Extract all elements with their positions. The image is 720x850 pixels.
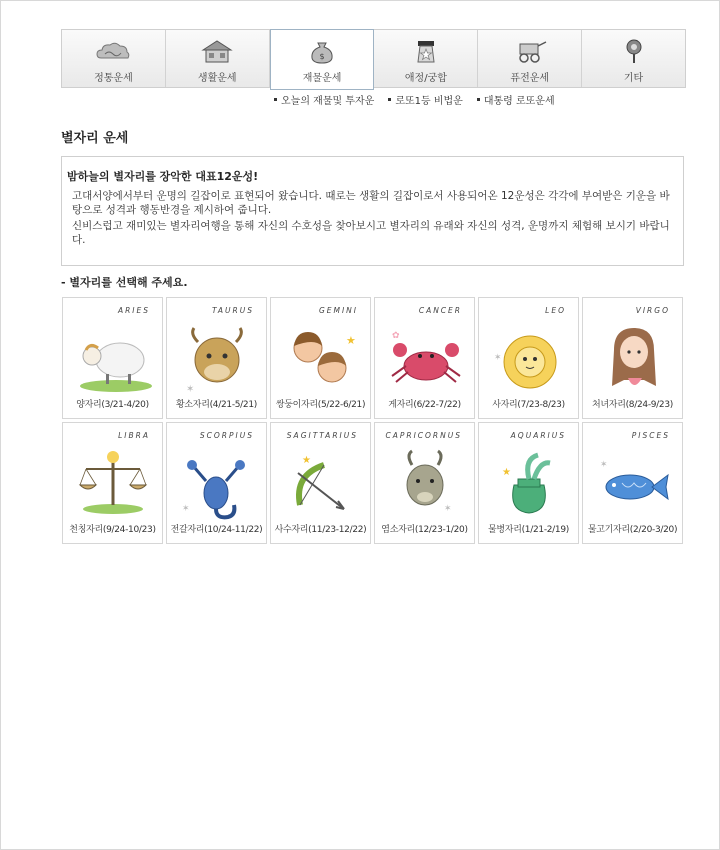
zodiac-card-capricornus[interactable] — [374, 422, 475, 544]
libra-scales-icon — [72, 445, 154, 523]
tab-fusion[interactable] — [478, 30, 582, 87]
fortune-tab-menu — [61, 29, 686, 88]
sign-english-name: ARIES — [117, 306, 150, 315]
zodiac-card-aries[interactable] — [62, 297, 163, 419]
sign-korean-name: 사자리(7/23-8/23) — [492, 400, 565, 410]
sign-english-name: PISCES — [631, 431, 670, 440]
svg-text:★: ★ — [302, 455, 311, 466]
intro-paragraph: 고대서양에서부터 운명의 길잡이로 표현되어 왔습니다. 때로는 생활의 길잡이로서 사용되어온 12운성은 각각에 부여받은 기운을 바탕으로 성격과 행동반경을 제시하여 줍니다. — [72, 190, 670, 216]
tab-label: 기타 — [623, 73, 644, 84]
house-icon — [197, 38, 237, 64]
submenu-item-lotto-secret[interactable] — [388, 92, 463, 107]
sign-english-name: CAPRICORNUS — [385, 431, 462, 440]
sign-korean-name: 천칭자리(9/24-10/23) — [69, 525, 156, 535]
svg-text:✿: ✿ — [392, 331, 400, 341]
virgo-maiden-icon — [592, 320, 674, 398]
svg-text:✶: ✶ — [182, 504, 190, 514]
sign-english-name: GEMINI — [318, 306, 358, 315]
submenu-item-daily-wealth[interactable] — [274, 92, 374, 107]
zodiac-card-scorpius[interactable] — [166, 422, 267, 544]
submenu-item-president-lotto[interactable] — [477, 92, 555, 107]
sign-english-name: SAGITTARIUS — [286, 431, 358, 440]
page-title: 별자리 운세 — [61, 131, 129, 146]
cancer-crab-icon — [384, 320, 466, 398]
sign-korean-name: 염소자리(12/23-1/20) — [381, 525, 468, 535]
tab-life[interactable] — [166, 30, 270, 87]
aquarius-jar-icon — [488, 445, 570, 523]
wealth-submenu — [274, 92, 555, 107]
sign-korean-name: 물병자리(1/21-2/19) — [488, 525, 569, 535]
tab-wealth[interactable] — [270, 29, 375, 90]
tab-label: 애정/궁합 — [404, 73, 447, 84]
zodiac-card-virgo[interactable] — [582, 297, 683, 419]
submenu-label: 오늘의 재물및 투자운 — [281, 96, 375, 107]
svg-text:$: $ — [319, 52, 325, 61]
intro-paragraph: 신비스럽고 재미있는 별자리여행을 통해 자신의 수호성을 찾아보시고 별자리의 유래와 자신의 성격, 운명까지 체험해 보시기 바랍니다. — [72, 220, 670, 246]
sign-korean-name: 물고기자리(2/20-3/20) — [587, 525, 678, 535]
select-sign-label: - 별자리를 선택해 주세요. — [61, 276, 188, 289]
tab-etc[interactable] — [582, 30, 685, 87]
submenu-label: 로또1등 비법운 — [395, 96, 463, 107]
tab-traditional[interactable] — [62, 30, 166, 87]
tab-label: 재물운세 — [302, 73, 342, 84]
sign-korean-name: 쌍둥이자리(5/22-6/21) — [275, 400, 366, 410]
zodiac-card-libra[interactable] — [62, 422, 163, 544]
bullet-icon — [274, 98, 277, 101]
bullet-icon — [477, 98, 480, 101]
tab-label: 퓨전운세 — [510, 73, 550, 84]
sign-english-name: AQUARIUS — [510, 431, 566, 440]
gift-icon — [406, 38, 446, 64]
sign-english-name: VIRGO — [635, 306, 670, 315]
zodiac-card-leo[interactable] — [478, 297, 579, 419]
tab-label: 정통운세 — [94, 73, 133, 84]
zodiac-grid — [62, 297, 684, 544]
svg-text:✶: ✶ — [444, 504, 452, 514]
zodiac-card-gemini[interactable] — [270, 297, 371, 419]
tab-label: 생활운세 — [197, 73, 237, 84]
taurus-bull-icon — [176, 320, 258, 398]
svg-text:✶: ✶ — [186, 384, 195, 395]
sagittarius-bow-icon — [280, 445, 362, 523]
zodiac-card-cancer[interactable] — [374, 297, 475, 419]
pisces-fish-icon — [592, 445, 674, 523]
sign-english-name: LEO — [545, 306, 566, 315]
zodiac-card-aquarius[interactable] — [478, 422, 579, 544]
tab-love[interactable] — [374, 30, 478, 87]
sign-korean-name: 황소자리(4/21-5/21) — [176, 400, 257, 410]
aries-ram-icon — [72, 320, 154, 398]
sign-english-name: LIBRA — [118, 431, 150, 440]
sign-english-name: CANCER — [418, 306, 462, 315]
sign-korean-name: 게자리(6/22-7/22) — [388, 400, 461, 410]
svg-text:✶: ✶ — [600, 460, 608, 470]
intro-box — [61, 156, 684, 266]
sign-korean-name: 사수자리(11/23-12/22) — [274, 525, 367, 535]
magnifier-icon — [614, 38, 654, 64]
sign-korean-name: 처녀자리(8/24-9/23) — [592, 400, 673, 410]
capricornus-goat-icon — [384, 445, 466, 523]
zodiac-card-taurus[interactable] — [166, 297, 267, 419]
sign-korean-name: 전갈자리(10/24-11/22) — [170, 525, 263, 535]
sign-korean-name: 양자리(3/21-4/20) — [76, 400, 149, 410]
sign-english-name: SCORPIUS — [199, 431, 254, 440]
leo-lion-icon — [488, 320, 570, 398]
sign-english-name: TAURUS — [212, 306, 254, 315]
zodiac-card-pisces[interactable] — [582, 422, 683, 544]
zodiac-card-sagittarius[interactable] — [270, 422, 371, 544]
svg-text:✶: ✶ — [494, 353, 502, 363]
intro-heading: 밤하늘의 별자리를 장악한 대표12운성! — [67, 170, 259, 183]
gemini-twins-icon — [280, 320, 362, 398]
money-bag-icon — [302, 38, 342, 64]
cart-icon — [510, 38, 550, 64]
scorpius-scorpion-icon — [176, 445, 258, 523]
submenu-label: 대통령 로또운세 — [483, 96, 555, 107]
cloud-icon — [93, 38, 133, 64]
svg-text:★: ★ — [502, 467, 511, 478]
svg-text:★: ★ — [346, 334, 356, 347]
bullet-icon — [388, 98, 391, 101]
